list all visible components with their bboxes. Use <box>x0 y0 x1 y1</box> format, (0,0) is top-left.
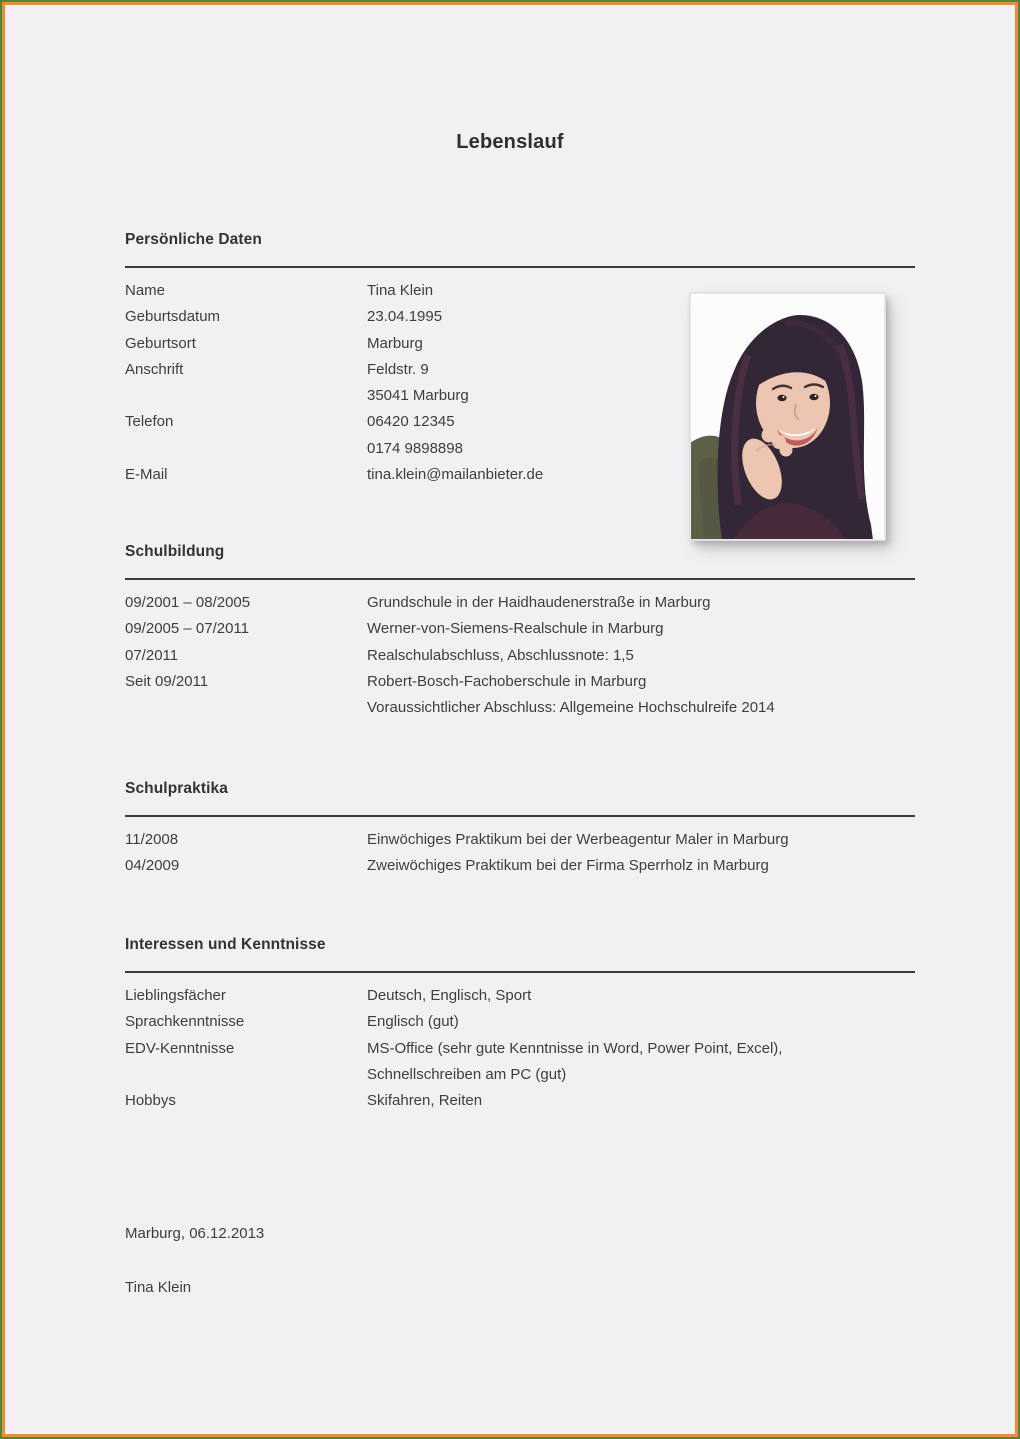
row-label: Anschrift <box>125 360 184 378</box>
data-row <box>125 616 915 642</box>
data-row <box>125 1036 915 1062</box>
row-label: Seit 09/2011 <box>125 672 209 690</box>
data-row <box>125 1009 915 1035</box>
section-interessen-und-kenntnisse <box>125 935 915 1114</box>
portrait-image <box>690 293 885 540</box>
row-label <box>125 383 367 409</box>
data-row <box>125 853 915 879</box>
section-rows <box>125 590 915 721</box>
section-heading: Schulbildung <box>125 543 225 560</box>
signature-place-date: Marburg, 06.12.2013 <box>125 1225 265 1242</box>
row-value: 23.04.1995 <box>367 308 443 326</box>
row-label: 04/2009 <box>125 857 180 875</box>
section-rows <box>125 827 915 880</box>
row-value: 35041 Marburg <box>367 387 469 405</box>
row-label: 09/2005 – 07/2011 <box>125 620 250 638</box>
section-schulbildung <box>125 542 915 721</box>
data-row <box>125 1088 915 1114</box>
row-label: 09/2001 – 08/2005 <box>125 594 251 611</box>
section-divider <box>125 815 915 817</box>
data-row <box>125 1062 915 1088</box>
row-label: Geburtsort <box>125 334 196 352</box>
row-value: Deutsch, Englisch, Sport <box>367 987 532 1004</box>
data-row <box>125 590 915 616</box>
row-label: EDV-Kenntnisse <box>125 1039 235 1057</box>
row-label: Hobbys <box>125 1092 176 1110</box>
row-value: 0174 9898898 <box>367 439 463 457</box>
section-divider <box>125 578 915 580</box>
row-value: Skifahren, Reiten <box>367 1092 483 1110</box>
data-row <box>125 643 915 669</box>
section-rows <box>125 983 915 1114</box>
row-value: Englisch (gut) <box>367 1013 459 1031</box>
row-value: 06420 12345 <box>367 413 455 431</box>
data-row <box>125 827 915 853</box>
row-label: 11/2008 <box>125 831 179 848</box>
section-divider <box>125 971 915 973</box>
row-value: tina.klein@mailanbieter.de <box>367 466 544 484</box>
section-schulpraktika <box>125 779 915 880</box>
section-divider <box>125 266 915 268</box>
section-heading: Schulpraktika <box>125 780 228 797</box>
row-label: Geburtsdatum <box>125 308 221 326</box>
data-row <box>125 983 915 1009</box>
row-label: Telefon <box>125 413 174 431</box>
row-label <box>125 695 367 721</box>
signature-name: Tina Klein <box>125 1279 192 1296</box>
row-label: Name <box>125 282 166 299</box>
document-title: Lebenslauf <box>456 131 564 153</box>
row-value: Robert-Bosch-Fachoberschule in Marburg <box>367 672 647 690</box>
row-label: E-Mail <box>125 466 168 484</box>
row-label: 07/2011 <box>125 646 179 664</box>
row-value: Einwöchiges Praktikum bei der Werbeagentur Maler in Marburg <box>367 831 789 848</box>
row-value: Marburg <box>367 334 423 352</box>
row-value: Zweiwöchiges Praktikum bei der Firma Sperrholz in Marburg <box>367 857 769 875</box>
row-label <box>125 436 367 462</box>
section-heading: Persönliche Daten <box>125 231 262 248</box>
row-value: Feldstr. 9 <box>367 360 429 378</box>
section-heading: Interessen und Kenntnisse <box>125 936 326 953</box>
data-row <box>125 669 915 695</box>
row-value: Voraussichtlicher Abschluss: Allgemeine Hochschulreife 2014 <box>367 699 775 717</box>
row-label: Sprachkenntnisse <box>125 1013 245 1031</box>
row-label: Lieblingsfächer <box>125 987 226 1004</box>
row-value: Realschulabschluss, Abschlussnote: 1,5 <box>367 646 634 664</box>
row-label <box>125 1062 367 1088</box>
row-value: Tina Klein <box>367 282 434 299</box>
data-row <box>125 695 915 721</box>
row-value: Schnellschreiben am PC (gut) <box>367 1065 567 1083</box>
row-value: Grundschule in der Haidhaudenerstraße in Marburg <box>367 594 711 611</box>
portrait-photo <box>690 293 885 540</box>
row-value: Werner-von-Siemens-Realschule in Marburg <box>367 620 664 638</box>
row-value: MS-Office (sehr gute Kenntnisse in Word, Power Point, Excel), <box>367 1039 783 1057</box>
